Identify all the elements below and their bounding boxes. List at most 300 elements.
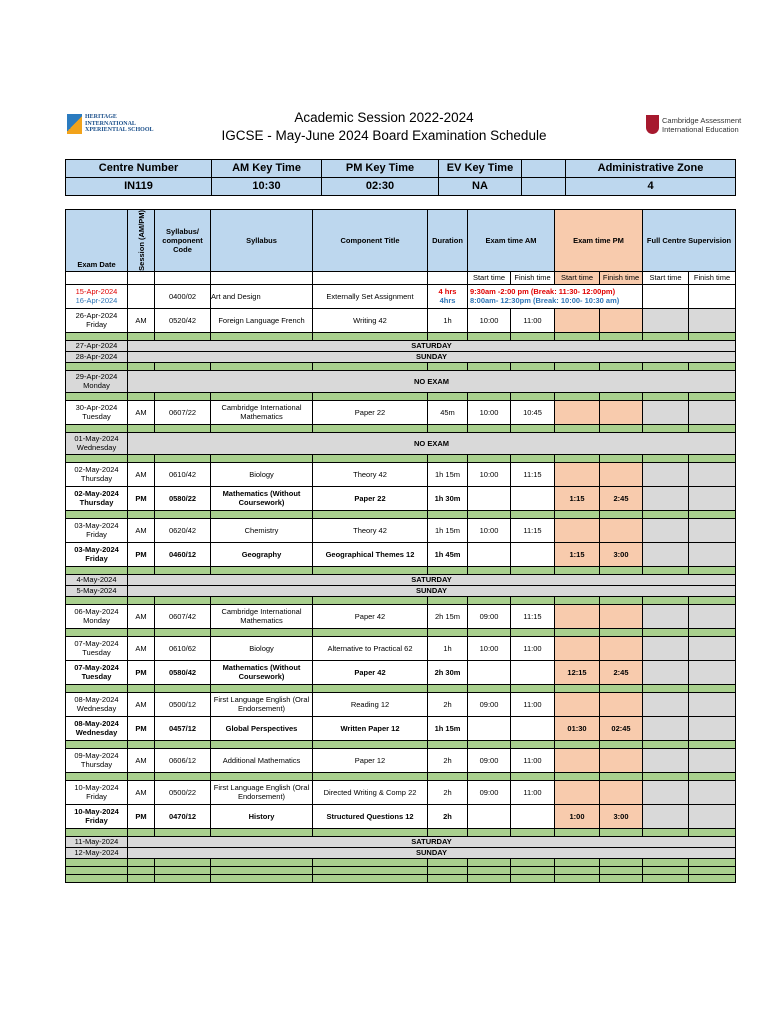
exam-date-line: 30-Apr-2024 [75, 403, 118, 413]
spacer-cell [468, 866, 511, 874]
spacer-cell [468, 566, 511, 574]
cambridge-logo-line: Cambridge Assessment [662, 115, 742, 125]
spacer-cell [600, 874, 643, 882]
exam-full-finish [689, 636, 736, 660]
spacer-cell [689, 566, 736, 574]
exam-date-line: 09-May-2024 [74, 751, 119, 761]
exam-full-finish [689, 308, 736, 332]
spacer-cell [468, 628, 511, 636]
spacer-row [66, 510, 736, 518]
spacer-cell [468, 362, 511, 370]
exam-full-start [643, 748, 689, 772]
no-exam-date [66, 370, 128, 392]
spacer-cell [643, 740, 689, 748]
spacer-cell [428, 858, 468, 866]
spacer-cell [468, 596, 511, 604]
spacer-cell [428, 510, 468, 518]
exam-syllabus: Foreign Language French [211, 308, 313, 332]
weekend-label: SUNDAY [128, 847, 736, 858]
exam-row [66, 660, 736, 684]
exam-code: 0500/22 [155, 780, 211, 804]
exam-am-finish: 10:45 [511, 400, 555, 424]
no-exam-date-line: Monday [83, 381, 110, 391]
no-exam-date-line: 29-Apr-2024 [75, 372, 118, 382]
header-duration: Duration [428, 210, 468, 272]
spacer-cell [66, 684, 128, 692]
spacer-cell [66, 828, 128, 836]
cambridge-shield-icon [646, 115, 659, 134]
exam-pm-start: 1:15 [555, 542, 600, 566]
exam-date-line: Tuesday [81, 672, 112, 682]
exam-am-finish [511, 486, 555, 510]
spacer-cell [313, 740, 428, 748]
spacer-cell [155, 858, 211, 866]
exam-session: AM [128, 518, 155, 542]
exam-pm-start [555, 748, 600, 772]
exam-session: AM [128, 308, 155, 332]
exam-code: 0607/42 [155, 604, 211, 628]
header-syllabus: Syllabus [211, 210, 313, 272]
exam-am-start: 09:00 [468, 748, 511, 772]
spacer-cell [468, 874, 511, 882]
exam-pm-finish [600, 604, 643, 628]
spacer-cell [643, 772, 689, 780]
spacer-cell [128, 772, 155, 780]
exam-code: 0460/12 [155, 542, 211, 566]
spacer-cell [428, 392, 468, 400]
exam-session: AM [128, 604, 155, 628]
exam-date [66, 804, 128, 828]
spacer-row [66, 362, 736, 370]
exam-date-line: Friday [86, 320, 107, 330]
spacer-cell [643, 866, 689, 874]
exam-date-line: 02-May-2024 [74, 465, 119, 475]
exam-pm-start [555, 692, 600, 716]
spacer-cell [600, 740, 643, 748]
exam-code: 0607/22 [155, 400, 211, 424]
page-title-line2: IGCSE - May-June 2024 Board Examination Schedule [221, 128, 547, 143]
exam-date [66, 486, 128, 510]
spacer-cell [689, 828, 736, 836]
spacer-row [66, 828, 736, 836]
spacer-cell [600, 332, 643, 340]
exam-full-finish [689, 462, 736, 486]
exam-duration: 1h 30m [428, 486, 468, 510]
spacer-cell [313, 866, 428, 874]
exam-session: PM [128, 716, 155, 740]
spacer-cell [643, 874, 689, 882]
exam-pm-finish [600, 692, 643, 716]
weekend-label: SATURDAY [128, 836, 736, 847]
spacer-cell [428, 874, 468, 882]
exam-date-line: Thursday [80, 760, 113, 770]
header-exam-date: Exam Date [66, 210, 128, 272]
spacer-cell [468, 510, 511, 518]
cambridge-logo [646, 115, 741, 134]
spacer-cell [155, 566, 211, 574]
exam-am-start: 09:00 [468, 692, 511, 716]
weekend-row [66, 340, 736, 351]
spacer-cell [468, 454, 511, 462]
spacer-cell [155, 392, 211, 400]
no-exam-date-line: Wednesday [76, 443, 117, 453]
exam-duration: 1h 15m [428, 518, 468, 542]
exam-syllabus: Cambridge International Mathematics [211, 604, 313, 628]
exam-full-finish [689, 804, 736, 828]
exam-full-start [643, 542, 689, 566]
spacer-cell [511, 858, 555, 866]
exam-component: Alternative to Practical 62 [313, 636, 428, 660]
exam-am-finish [511, 716, 555, 740]
exam-code: 0520/42 [155, 308, 211, 332]
exam-row [66, 636, 736, 660]
spacer-cell [511, 628, 555, 636]
spacer-cell [511, 596, 555, 604]
spacer-cell [689, 740, 736, 748]
exam-pm-start: 1:00 [555, 804, 600, 828]
spacer-cell [511, 772, 555, 780]
exam-am-start: 10:00 [468, 518, 511, 542]
spacer-cell [511, 454, 555, 462]
spacer-cell [211, 772, 313, 780]
exam-duration: 1h 15m [428, 462, 468, 486]
spacer-cell [468, 858, 511, 866]
exam-syllabus: Additional Mathematics [211, 748, 313, 772]
art-time-1: 9:30am -2:00 pm (Break: 11:30- 12:00pm) [470, 287, 616, 297]
spacer-cell [600, 828, 643, 836]
spacer-cell [66, 596, 128, 604]
spacer-cell [600, 362, 643, 370]
exam-date [66, 748, 128, 772]
exam-date [66, 660, 128, 684]
spacer-cell [689, 684, 736, 692]
exam-row [66, 604, 736, 628]
exam-pm-finish: 02:45 [600, 716, 643, 740]
exam-am-start: 10:00 [468, 462, 511, 486]
exam-pm-finish [600, 518, 643, 542]
spacer-cell [211, 332, 313, 340]
art-time-2: 8:00am- 12:30pm (Break: 10:00- 10:30 am) [470, 296, 620, 306]
exam-pm-start: 01:30 [555, 716, 600, 740]
spacer-cell [66, 392, 128, 400]
exam-pm-start [555, 308, 600, 332]
exam-code: 0500/12 [155, 692, 211, 716]
exam-date-line: Friday [86, 792, 107, 802]
spacer-cell [555, 332, 600, 340]
spacer-cell [313, 566, 428, 574]
spacer-cell [428, 566, 468, 574]
exam-date-line: Thursday [79, 498, 114, 508]
spacer-cell [555, 424, 600, 432]
exam-pm-finish [600, 636, 643, 660]
key-value-am: 10:30 [212, 178, 322, 196]
exam-syllabus: Chemistry [211, 518, 313, 542]
spacer-cell [555, 454, 600, 462]
exam-full-finish [689, 780, 736, 804]
subheader-blank [211, 271, 313, 284]
art-date [66, 284, 128, 308]
spacer-cell [155, 772, 211, 780]
spacer-cell [643, 566, 689, 574]
exam-row [66, 486, 736, 510]
exam-session: PM [128, 486, 155, 510]
exam-session: PM [128, 804, 155, 828]
spacer-cell [600, 866, 643, 874]
spacer-cell [66, 858, 128, 866]
spacer-cell [643, 828, 689, 836]
spacer-cell [313, 510, 428, 518]
exam-date-line: Friday [85, 554, 108, 564]
spacer-cell [689, 866, 736, 874]
spacer-row [66, 874, 736, 882]
weekend-label: SUNDAY [128, 351, 736, 362]
exam-row [66, 692, 736, 716]
spacer-cell [155, 510, 211, 518]
art-code: 0400/02 [155, 284, 211, 308]
exam-date-line: 07-May-2024 [74, 639, 119, 649]
spacer-cell [211, 454, 313, 462]
spacer-cell [555, 596, 600, 604]
exam-duration: 2h [428, 804, 468, 828]
spacer-cell [600, 510, 643, 518]
subheader-am-start: Start time [468, 271, 511, 284]
spacer-cell [468, 740, 511, 748]
spacer-cell [66, 866, 128, 874]
spacer-cell [128, 740, 155, 748]
exam-code: 0457/12 [155, 716, 211, 740]
key-value-blank [522, 178, 566, 196]
exam-am-finish [511, 804, 555, 828]
exam-component: Theory 42 [313, 518, 428, 542]
spacer-cell [128, 866, 155, 874]
spacer-cell [555, 866, 600, 874]
exam-date-line: 10-May-2024 [74, 807, 119, 817]
spacer-cell [128, 874, 155, 882]
exam-full-finish [689, 748, 736, 772]
exam-full-start [643, 660, 689, 684]
spacer-cell [643, 858, 689, 866]
key-header-ev: EV Key Time [439, 160, 522, 178]
spacer-cell [428, 332, 468, 340]
spacer-cell [211, 740, 313, 748]
exam-pm-start [555, 462, 600, 486]
spacer-cell [689, 362, 736, 370]
spacer-cell [428, 772, 468, 780]
exam-pm-start [555, 604, 600, 628]
exam-full-start [643, 462, 689, 486]
exam-full-start [643, 804, 689, 828]
art-row [66, 284, 736, 308]
exam-duration: 1h [428, 308, 468, 332]
exam-session: AM [128, 780, 155, 804]
subheader-blank [66, 271, 128, 284]
exam-am-start [468, 660, 511, 684]
exam-full-finish [689, 716, 736, 740]
exam-date [66, 780, 128, 804]
header-session [128, 210, 155, 272]
exam-am-start [468, 716, 511, 740]
art-date-1: 15-Apr-2024 [75, 287, 118, 297]
exam-code: 0610/42 [155, 462, 211, 486]
exam-am-finish: 11:15 [511, 604, 555, 628]
spacer-cell [643, 628, 689, 636]
spacer-cell [155, 740, 211, 748]
spacer-cell [511, 392, 555, 400]
exam-duration: 1h [428, 636, 468, 660]
weekend-date: 11-May-2024 [66, 836, 128, 847]
spacer-cell [600, 424, 643, 432]
exam-component: Directed Writing & Comp 22 [313, 780, 428, 804]
spacer-row [66, 628, 736, 636]
spacer-cell [643, 332, 689, 340]
weekend-row [66, 836, 736, 847]
exam-pm-start: 12:15 [555, 660, 600, 684]
exam-session: AM [128, 462, 155, 486]
weekend-label: SATURDAY [128, 340, 736, 351]
spacer-cell [66, 772, 128, 780]
exam-row [66, 748, 736, 772]
exam-full-start [643, 692, 689, 716]
exam-full-finish [689, 660, 736, 684]
spacer-cell [600, 596, 643, 604]
header-component: Component Title [313, 210, 428, 272]
no-exam-date-line: 01-May-2024 [74, 434, 119, 444]
spacer-cell [428, 740, 468, 748]
exam-component: Reading 12 [313, 692, 428, 716]
spacer-cell [211, 684, 313, 692]
spacer-cell [128, 596, 155, 604]
no-exam-row [66, 370, 736, 392]
exam-syllabus: Biology [211, 462, 313, 486]
spacer-cell [468, 828, 511, 836]
exam-full-start [643, 518, 689, 542]
exam-row [66, 308, 736, 332]
spacer-cell [511, 510, 555, 518]
spacer-cell [313, 332, 428, 340]
exam-date [66, 518, 128, 542]
art-component: Externally Set Assignment [313, 284, 428, 308]
key-header-pm: PM Key Time [322, 160, 439, 178]
spacer-cell [689, 332, 736, 340]
exam-full-start [643, 400, 689, 424]
exam-full-start [643, 486, 689, 510]
school-logo-line: XPERIENTIAL SCHOOL [85, 127, 154, 134]
spacer-row [66, 684, 736, 692]
subheader-blank [155, 271, 211, 284]
exam-syllabus: Mathematics (Without Coursework) [211, 660, 313, 684]
spacer-cell [689, 628, 736, 636]
exam-syllabus: Geography [211, 542, 313, 566]
subheader-blank [428, 271, 468, 284]
exam-am-start: 10:00 [468, 308, 511, 332]
spacer-cell [66, 424, 128, 432]
art-time [468, 284, 643, 308]
spacer-cell [428, 684, 468, 692]
spacer-cell [555, 828, 600, 836]
exam-date [66, 308, 128, 332]
spacer-cell [689, 772, 736, 780]
exam-code: 0620/42 [155, 518, 211, 542]
spacer-cell [511, 866, 555, 874]
exam-code: 0580/42 [155, 660, 211, 684]
no-exam-row [66, 432, 736, 454]
cambridge-logo-line: International Education [662, 124, 739, 134]
exam-pm-start [555, 780, 600, 804]
exam-am-finish: 11:00 [511, 308, 555, 332]
exam-date-line: Wednesday [75, 728, 118, 738]
exam-pm-start [555, 400, 600, 424]
exam-component: Paper 42 [313, 604, 428, 628]
exam-full-finish [689, 400, 736, 424]
spacer-cell [211, 362, 313, 370]
spacer-row [66, 740, 736, 748]
spacer-cell [428, 628, 468, 636]
spacer-cell [128, 858, 155, 866]
weekend-date: 28-Apr-2024 [66, 351, 128, 362]
weekend-row [66, 847, 736, 858]
exam-duration: 2h [428, 692, 468, 716]
header-code: Syllabus/ component Code [155, 210, 211, 272]
exam-pm-finish [600, 400, 643, 424]
exam-date [66, 604, 128, 628]
exam-component: Paper 12 [313, 748, 428, 772]
exam-schedule-table [65, 209, 736, 883]
no-exam-label: NO EXAM [128, 432, 736, 454]
exam-component: Theory 42 [313, 462, 428, 486]
spacer-cell [313, 454, 428, 462]
spacer-cell [689, 424, 736, 432]
spacer-cell [128, 362, 155, 370]
subheader-am-finish: Finish time [511, 271, 555, 284]
exam-duration: 1h 15m [428, 716, 468, 740]
spacer-cell [511, 362, 555, 370]
spacer-cell [643, 454, 689, 462]
exam-pm-start [555, 518, 600, 542]
exam-date-line: Tuesday [82, 648, 111, 658]
exam-session: AM [128, 636, 155, 660]
spacer-cell [643, 596, 689, 604]
exam-syllabus: First Language English (Oral Endorsement) [211, 780, 313, 804]
exam-component: Structured Questions 12 [313, 804, 428, 828]
spacer-row [66, 772, 736, 780]
weekend-label: SUNDAY [128, 585, 736, 596]
weekend-row [66, 574, 736, 585]
spacer-cell [428, 424, 468, 432]
weekend-row [66, 585, 736, 596]
exam-session: PM [128, 542, 155, 566]
spacer-cell [128, 628, 155, 636]
spacer-row [66, 866, 736, 874]
spacer-cell [211, 566, 313, 574]
spacer-row [66, 454, 736, 462]
key-time-table [65, 159, 736, 196]
exam-date [66, 542, 128, 566]
exam-full-start [643, 636, 689, 660]
spacer-cell [555, 628, 600, 636]
exam-component: Written Paper 12 [313, 716, 428, 740]
subheader-full-finish: Finish time [689, 271, 736, 284]
spacer-cell [211, 596, 313, 604]
spacer-cell [313, 596, 428, 604]
spacer-cell [66, 740, 128, 748]
spacer-cell [211, 392, 313, 400]
spacer-cell [66, 362, 128, 370]
spacer-cell [600, 858, 643, 866]
spacer-cell [689, 858, 736, 866]
art-date-2: 16-Apr-2024 [75, 296, 118, 306]
key-header-centre: Centre Number [66, 160, 212, 178]
art-duration [428, 284, 468, 308]
